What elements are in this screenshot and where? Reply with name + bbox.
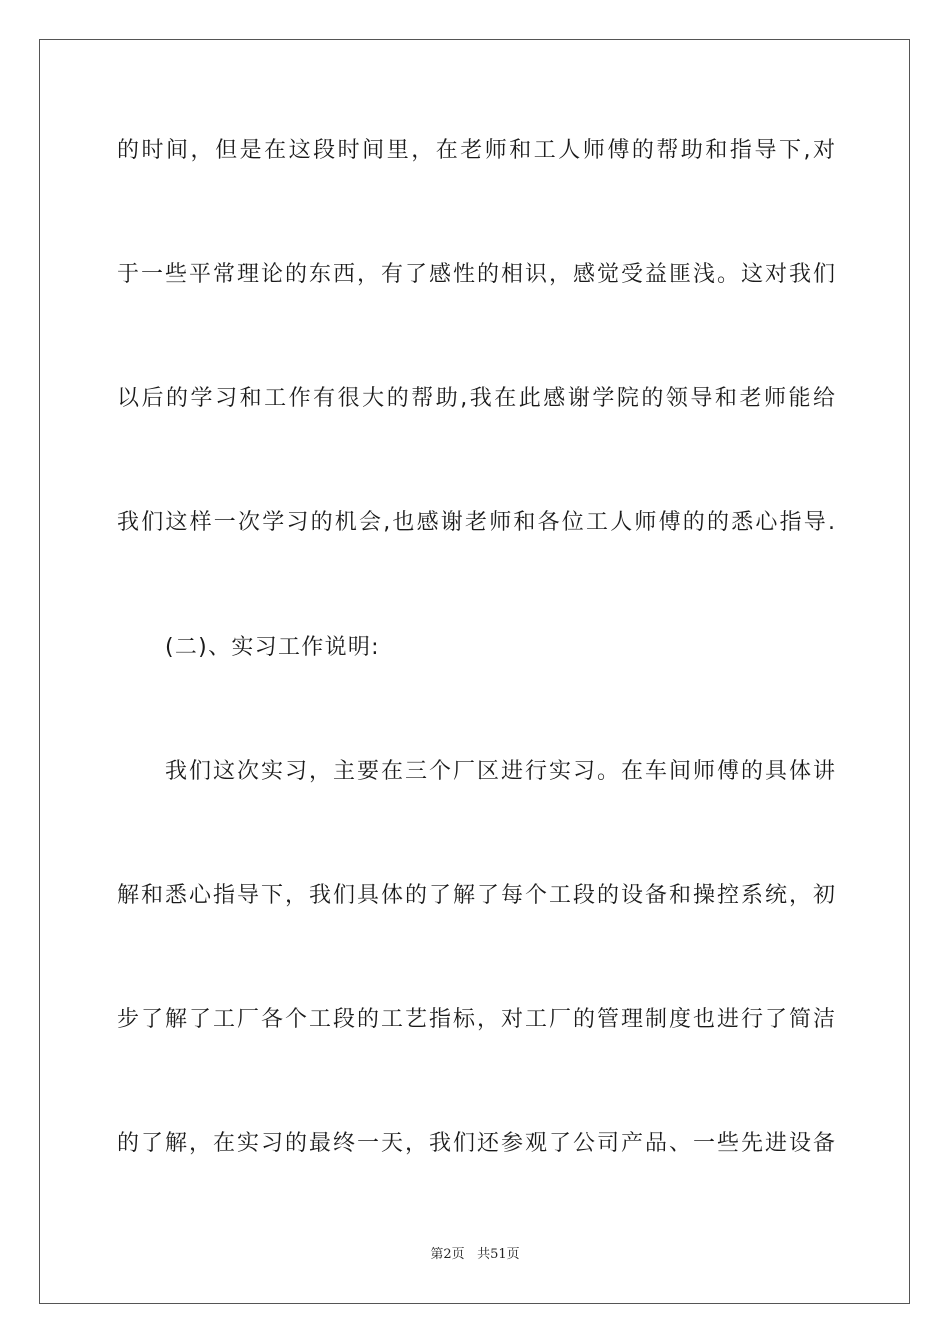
text-line-1: 的时间，但是在这段时间里，在老师和工人师傅的帮助和指导下,对 xyxy=(117,138,835,163)
text-line-6: 我们这次实习，主要在三个厂区进行实习。在车间师傅的具体讲 xyxy=(165,759,835,784)
section-heading: (二)、实习工作说明: xyxy=(165,635,380,660)
text-line-7: 解和悉心指导下，我们具体的了解了每个工段的设备和操控系统，初 xyxy=(117,883,835,908)
page-total: 共51页 xyxy=(477,1247,520,1262)
text-line-2: 于一些平常理论的东西，有了感性的相识，感觉受益匪浅。这对我们 xyxy=(117,262,835,287)
text-line-3: 以后的学习和工作有很大的帮助,我在此感谢学院的领导和老师能给 xyxy=(117,386,835,411)
page-frame xyxy=(39,39,910,1304)
page-number: 第2页 xyxy=(430,1247,465,1262)
text-line-9: 的了解，在实习的最终一天，我们还参观了公司产品、一些先进设备 xyxy=(117,1131,835,1156)
page-footer xyxy=(0,1246,950,1264)
text-line-4: 我们这样一次学习的机会,也感谢老师和各位工人师傅的的悉心指导. xyxy=(117,510,835,535)
text-line-8: 步了解了工厂各个工段的工艺指标，对工厂的管理制度也进行了简洁 xyxy=(117,1007,835,1032)
